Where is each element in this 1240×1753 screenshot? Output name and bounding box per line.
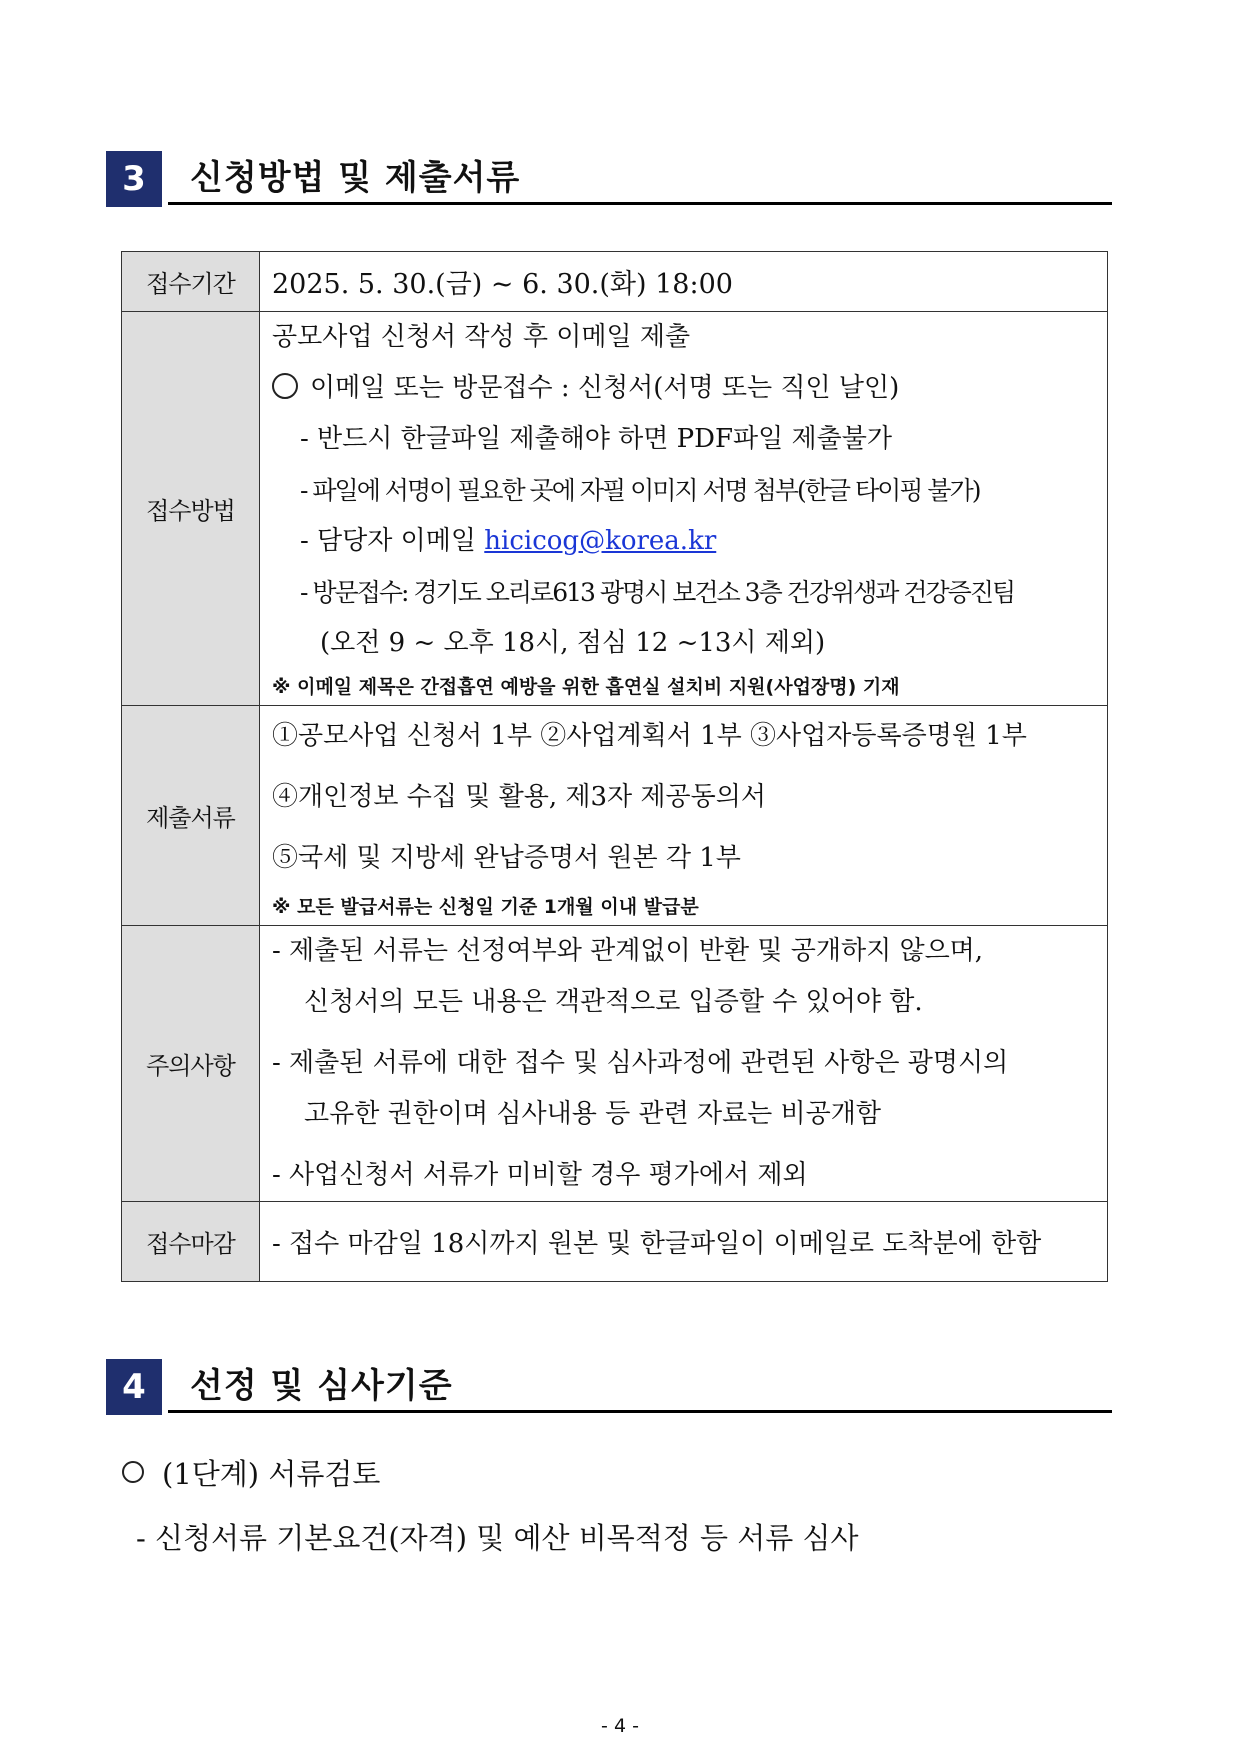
deadline-label: 접수마감 (122, 1202, 260, 1282)
period-label: 접수기간 (122, 252, 260, 312)
circle-bullet-icon (122, 1461, 144, 1483)
section-title: 신청방법 및 제출서류 (168, 151, 1112, 205)
email-link[interactable]: hicicog@korea.kr (484, 526, 717, 556)
docs-label: 제출서류 (122, 706, 260, 926)
caution-line: 신청서의 모든 내용은 객관적으로 입증할 수 있어야 함. (304, 987, 923, 1017)
method-line: (오전 9 ~ 오후 18시, 점심 12 ~13시 제외) (320, 628, 826, 658)
method-note: ※ 이메일 제목은 간접흡연 예방을 위한 흡연실 설치비 지원(사업장명) 기재 (272, 676, 900, 698)
circle-bullet-icon (272, 373, 298, 399)
method-label: 접수방법 (122, 312, 260, 706)
period-value: 2025. 5. 30.(금) ~ 6. 30.(화) 18:00 (260, 252, 1108, 312)
caution-line: - 제출된 서류는 선정여부와 관계없이 반환 및 공개하지 않으며, (272, 936, 984, 966)
method-line (272, 516, 1097, 567)
docs-note: ※ 모든 발급서류는 신청일 기준 1개월 이내 발급분 (272, 896, 699, 918)
section-4-heading (106, 1359, 1112, 1415)
table-row-deadline (122, 1202, 1108, 1282)
method-line: - 파일에 서명이 필요한 곳에 자필 이미지 서명 첨부(한글 타이핑 불가) (300, 476, 980, 505)
caution-label: 주의사항 (122, 926, 260, 1202)
method-line-text: 이메일 또는 방문접수 : 신청서(서명 또는 직인 날인) (310, 373, 900, 403)
stage-1-title: (1단계) 서류검토 (162, 1457, 381, 1491)
section-title: 선정 및 심사기준 (168, 1359, 1112, 1413)
stage-1-detail: - 신청서류 기본요건(자격) 및 예산 비목적정 등 서류 심사 (136, 1521, 859, 1555)
section-3-heading (106, 151, 1112, 207)
method-content (260, 312, 1108, 706)
caution-line: 고유한 권한이며 심사내용 등 관련 자료는 비공개함 (304, 1099, 882, 1129)
method-line: - 방문접수: 경기도 오리로613 광명시 보건소 3층 건강위생과 건강증진팀 (300, 578, 1015, 607)
docs-line: ①공모사업 신청서 1부 ②사업계획서 1부 ③사업자등록증명원 1부 (272, 721, 1027, 751)
table-row-caution (122, 926, 1108, 1202)
caution-line: - 사업신청서 서류가 미비할 경우 평가에서 제외 (272, 1160, 808, 1190)
table-row-docs (122, 706, 1108, 926)
docs-line: ⑤국세 및 지방세 완납증명서 원본 각 1부 (272, 843, 741, 873)
section-number: 4 (106, 1359, 162, 1415)
application-info-table (121, 251, 1108, 1282)
stage-1-item (122, 1452, 380, 1493)
email-prefix: - 담당자 이메일 (300, 526, 485, 556)
caution-line: - 제출된 서류에 대한 접수 및 심사과정에 관련된 사항은 광명시의 (272, 1048, 1009, 1078)
page-number: - 4 - (601, 1715, 639, 1737)
method-line (272, 363, 1097, 414)
table-row-method (122, 312, 1108, 706)
caution-content (260, 926, 1108, 1202)
docs-content (260, 706, 1108, 926)
table-row-period (122, 252, 1108, 312)
method-line: 공모사업 신청서 작성 후 이메일 제출 (272, 322, 691, 352)
method-line: - 반드시 한글파일 제출해야 하면 PDF파일 제출불가 (300, 424, 892, 454)
section-number: 3 (106, 151, 162, 207)
docs-line: ④개인정보 수집 및 활용, 제3자 제공동의서 (272, 782, 766, 812)
deadline-value: - 접수 마감일 18시까지 원본 및 한글파일이 이메일로 도착분에 한함 (260, 1202, 1108, 1282)
